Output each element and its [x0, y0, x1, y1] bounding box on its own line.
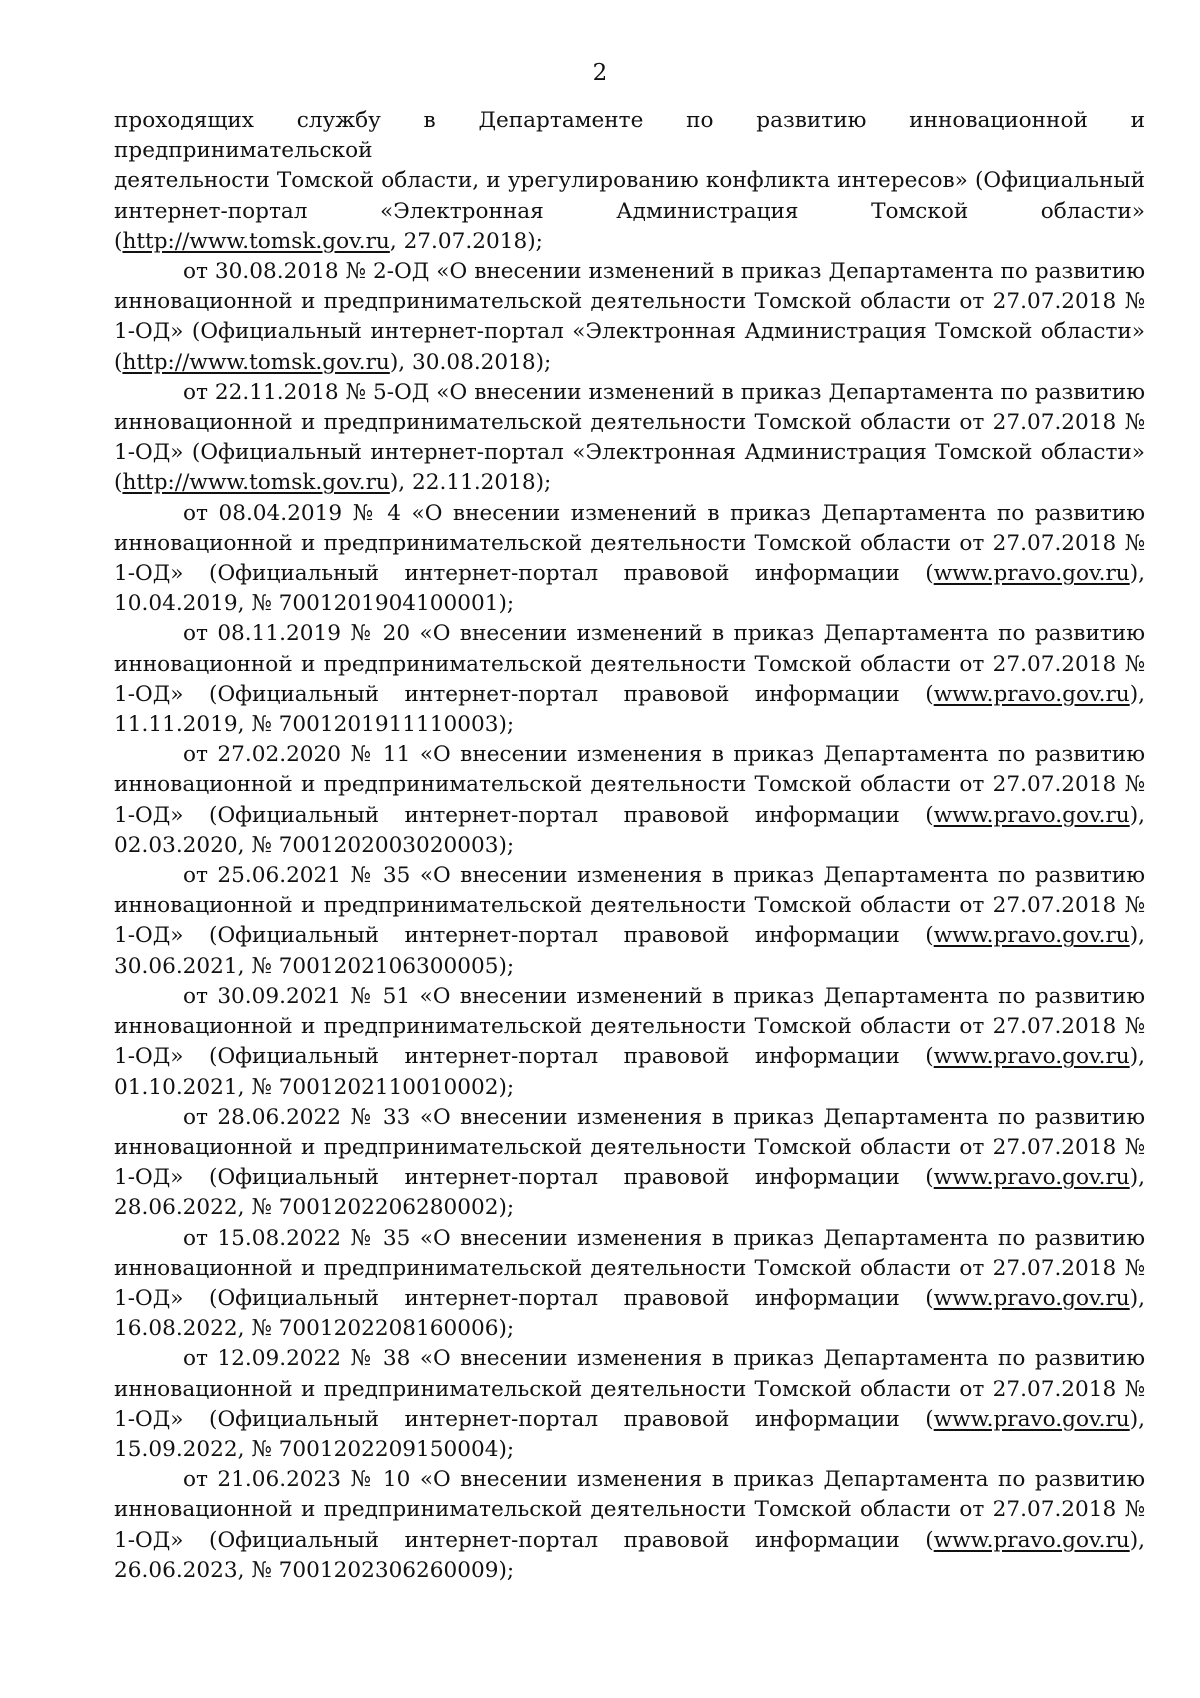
entry-link[interactable]: www.pravo.gov.ru [933, 1044, 1130, 1070]
entry-link[interactable]: www.pravo.gov.ru [933, 802, 1130, 828]
entry-text: от 21.06.2023 № 10 «О внесении изменения в приказ Департамента по развитию инновационной и предпринимательской деятельности Томской области от 27.07.2018 № 1-ОД» (Официальный интернет-портал правовой информации ( [114, 1467, 1145, 1553]
entry-tail: ), 26.06.2023, № 7001202306260009); [114, 1527, 1145, 1583]
amendment-entry [114, 740, 1145, 861]
intro-last-line: (http://www.tomsk.gov.ru, 27.07.2018); [114, 228, 543, 254]
amendment-entry [114, 499, 1145, 620]
entry-link[interactable]: www.pravo.gov.ru [933, 561, 1130, 587]
intro-line: интернет-портал «Электронная Администрация Томской области» [114, 198, 1145, 224]
entry-link[interactable]: http://www.tomsk.gov.ru [122, 349, 390, 375]
intro-tail: , 27.07.2018); [389, 228, 543, 254]
entry-text: от 28.06.2022 № 33 «О внесении изменения в приказ Департамента по развитию инновационной и предпринимательской деятельности Томской области от 27.07.2018 № 1-ОД» (Официальный интернет-портал правовой информации ( [114, 1104, 1145, 1191]
amendment-entry [114, 1465, 1145, 1586]
entry-link[interactable]: www.pravo.gov.ru [933, 681, 1130, 707]
entry-tail: ), 01.10.2021, № 7001202110010002); [114, 1044, 1145, 1100]
amendment-entry [114, 619, 1145, 740]
entry-tail: ), 10.04.2019, № 7001201904100001); [114, 561, 1145, 617]
amendment-entry [114, 982, 1145, 1103]
entry-tail: ), 30.06.2021, № 7001202106300005); [114, 923, 1145, 979]
entry-link[interactable]: www.pravo.gov.ru [933, 1406, 1130, 1432]
entry-text: от 27.02.2020 № 11 «О внесении изменения в приказ Департамента по развитию инновационной и предпринимательской деятельности Томской области от 27.07.2018 № 1-ОД» (Официальный интернет-портал правовой информации ( [114, 742, 1145, 828]
entry-text: от 08.11.2019 № 20 «О внесении изменений в приказ Департамента по развитию инновационной и предпринимательской деятельности Томской области от 27.07.2018 № 1-ОД» (Официальный интернет-портал правовой информации ( [114, 621, 1145, 707]
intro-paragraph [114, 106, 1145, 257]
intro-line: проходящих службу в Департаменте по развитию инновационной и предпринимательской [114, 108, 1145, 164]
entry-link[interactable]: www.pravo.gov.ru [933, 1165, 1130, 1191]
amendment-entry [114, 1103, 1145, 1224]
entry-tail: ), 16.08.2022, № 7001202208160006); [114, 1285, 1145, 1342]
entry-link[interactable]: www.pravo.gov.ru [933, 1285, 1130, 1311]
entry-tail: ), 02.03.2020, № 7001202003020003); [114, 802, 1145, 858]
amendment-entry [114, 1344, 1145, 1465]
amendment-entry [114, 861, 1145, 982]
entry-tail: ), 22.11.2018); [389, 470, 552, 496]
document-body [114, 106, 1145, 1586]
entry-tail: ), 28.06.2022, № 7001202206280002); [114, 1165, 1145, 1221]
entry-text: от 08.04.2019 № 4 «О внесении изменений в приказ Департамента по развитию инновационной и предпринимательской деятельности Томской области от 27.07.2018 № 1-ОД» (Официальный интернет-портал правовой информации ( [114, 500, 1145, 587]
entry-tail: ), 11.11.2019, № 7001201911110003); [114, 681, 1145, 738]
entry-text: от 15.08.2022 № 35 «О внесении изменения в приказ Департамента по развитию инновационной и предпринимательской деятельности Томской области от 27.07.2018 № 1-ОД» (Официальный интернет-портал правовой информации ( [114, 1225, 1145, 1311]
tomsk-gov-link[interactable]: http://www.tomsk.gov.ru [122, 228, 390, 254]
amendment-entry [114, 257, 1145, 378]
entry-link[interactable]: http://www.tomsk.gov.ru [122, 470, 390, 496]
amendment-entry [114, 1224, 1145, 1345]
entry-text: от 25.06.2021 № 35 «О внесении изменения в приказ Департамента по развитию инновационной и предпринимательской деятельности Томской области от 27.07.2018 № 1-ОД» (Официальный интернет-портал правовой информации ( [114, 863, 1145, 949]
entry-text: от 30.09.2021 № 51 «О внесении изменений в приказ Департамента по развитию инновационной и предпринимательской деятельности Томской области от 27.07.2018 № 1-ОД» (Официальный интернет-портал правовой информации ( [114, 983, 1145, 1070]
page-number: 2 [592, 60, 608, 86]
entry-tail: ), 30.08.2018); [389, 349, 552, 375]
entry-link[interactable]: www.pravo.gov.ru [933, 1527, 1130, 1553]
intro-line: деятельности Томской области, и урегулированию конфликта интересов» (Официальный [114, 168, 1145, 194]
entry-text: от 30.08.2018 № 2-ОД «О внесении изменений в приказ Департамента по развитию инновационной и предпринимательской деятельности Томской области от 27.07.2018 № 1-ОД» (Официальный интернет-портал «Электронная Администрация Томской области» ( [114, 259, 1145, 375]
amendment-entry [114, 378, 1145, 499]
entry-link[interactable]: www.pravo.gov.ru [933, 923, 1130, 949]
entry-text: от 22.11.2018 № 5-ОД «О внесении изменений в приказ Департамента по развитию инновационной и предпринимательской деятельности Томской области от 27.07.2018 № 1-ОД» (Официальный интернет-портал «Электронная Администрация Томской области» ( [114, 379, 1145, 496]
entry-text: от 12.09.2022 № 38 «О внесении изменения в приказ Департамента по развитию инновационной и предпринимательской деятельности Томской области от 27.07.2018 № 1-ОД» (Официальный интернет-портал правовой информации ( [114, 1346, 1145, 1432]
entry-tail: ), 15.09.2022, № 7001202209150004); [114, 1406, 1145, 1462]
